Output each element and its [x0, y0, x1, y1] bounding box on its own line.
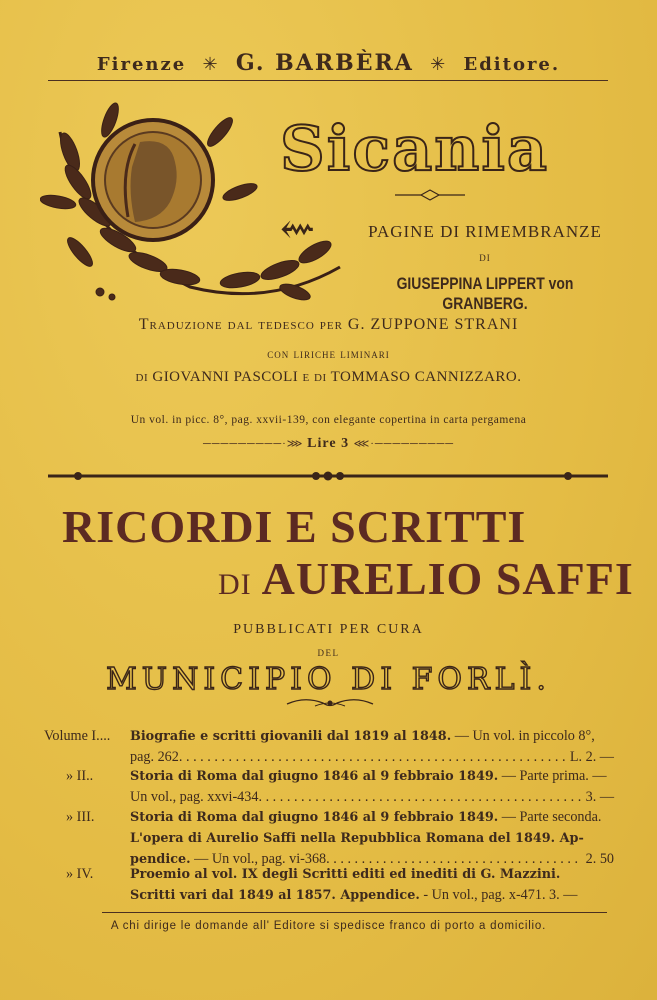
section-divider-icon [48, 466, 608, 486]
lyrics-line: con liriche liminari [267, 346, 390, 361]
footer-rule [102, 912, 607, 913]
poets-line: di GIOVANNI PASCOLI e di TOMMASO CANNIZZARO. [135, 369, 522, 385]
price-ornament-right-icon: ⋘·───────── [353, 438, 455, 450]
volume-label: » III. [66, 809, 95, 825]
volume-title: Storia di Roma dal giugno 1846 al 9 febbraio 1849. [130, 810, 499, 825]
volume-detail: — Un vol. in piccolo 8°, [451, 728, 595, 744]
volume-pages: - Un vol., pag. x-471. 3. — [419, 887, 578, 903]
publisher-city: Firenze [96, 54, 187, 75]
volume-title: Proemio al vol. IX degli Scritti editi ed inediti di G. Mazzini. [130, 867, 561, 882]
volume-pages: pag. 262 [130, 749, 179, 765]
sicania-subtitle: PAGINE DI RIMEMBRANZE [368, 222, 602, 241]
list-item [44, 864, 614, 906]
volume-label: » II.. [66, 768, 94, 784]
list-item [44, 807, 614, 869]
star-ornament-icon: ✳ [202, 54, 220, 75]
volume-label: » IV. [66, 866, 94, 882]
sicania-author: GIUSEPPINA LIPPERT von GRANBERG. [396, 274, 574, 313]
ricordi-title-line1: RICORDI E SCRITTI [62, 501, 527, 552]
ricordi-title-line2: DI AURELIO SAFFI [218, 553, 634, 604]
municipio-line: MUNICIPIO DI FORLÌ. [106, 662, 551, 697]
volume-price: 3. — [585, 789, 614, 805]
divider-ornament-icon [395, 188, 465, 202]
translation-line: Traduzione dal tedesco per G. ZUPPONE STRANI [138, 316, 519, 333]
price-ornament-left-icon: ─────────·⋙ [202, 438, 308, 450]
footer-note: A chi dirige le domande all' Editore si spedisce franco di porto a domicilio. [110, 920, 547, 932]
volume-detail: — Parte seconda. [498, 809, 602, 825]
list-item [44, 726, 614, 768]
published-by: PUBBLICATI PER CURA [233, 622, 424, 637]
publisher-role: Editore. [463, 54, 561, 75]
del-line: DEL [317, 648, 340, 658]
swirl-ornament-icon [285, 696, 375, 710]
volume-detail: — Parte prima. — [498, 768, 607, 784]
sicania-di: DI [479, 253, 491, 263]
header-rule [48, 80, 608, 81]
volume-price: 2. 50 [585, 851, 614, 867]
volume-label: Volume I.... [44, 728, 111, 744]
volume-price: L. 2. — [569, 749, 614, 765]
arrow-ornament-icon: ⇜ [280, 204, 318, 253]
sicania-description: Un vol. in picc. 8°, pag. xxvii-139, con elegante copertina in carta pergamena [130, 414, 527, 426]
volume-title: Storia di Roma dal giugno 1846 al 9 febbraio 1849. [130, 769, 499, 784]
volume-pages: — Un vol., pag. vi-368 [190, 851, 327, 867]
sicania-price: ─────────·⋙ Lire 3 ⋘·───────── [202, 436, 455, 451]
volume-subtitle: Scritti vari dal 1849 al 1857. Appendice. [130, 888, 420, 903]
list-item [44, 766, 614, 808]
volume-subtitle: L'opera di Aurelio Saffi nella Repubblica Romana del 1849. Ap- [130, 831, 584, 846]
volume-subtitle-end: pendice. [130, 852, 191, 867]
sicania-title: Sicania ⇜ [280, 112, 550, 253]
publisher-header [0, 50, 657, 76]
star-ornament-icon: ✳ [430, 54, 448, 75]
volume-pages: Un vol., pag. xxvi-434 [130, 789, 259, 805]
publisher-name: G. BARBÈRA [235, 50, 414, 76]
volume-title: Biografie e scritti giovanili dal 1819 al 1848. [130, 729, 452, 744]
